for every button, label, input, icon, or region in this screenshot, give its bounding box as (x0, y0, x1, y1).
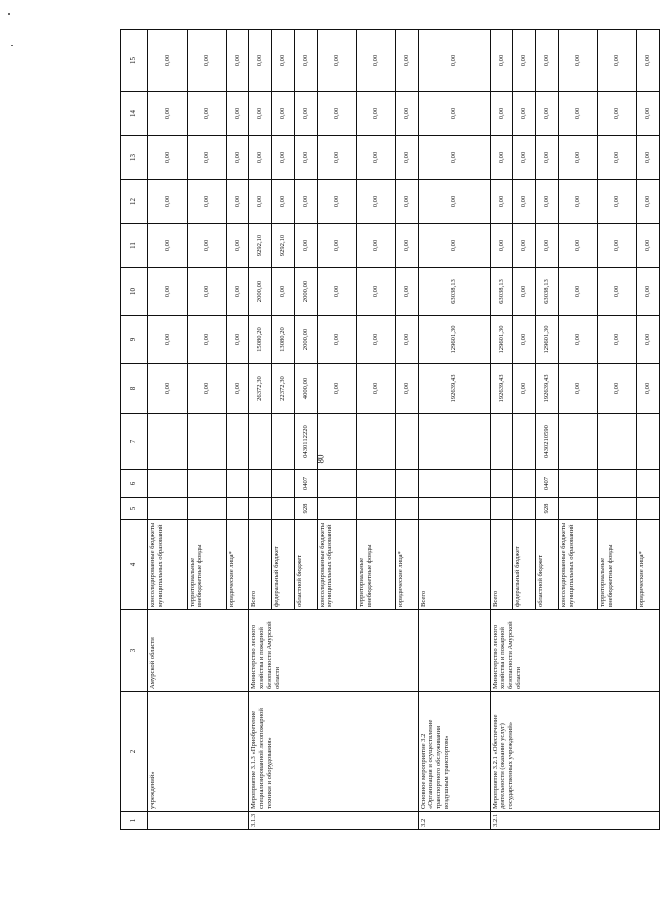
budget-table (120, 29, 660, 830)
table-row (148, 30, 187, 830)
amount-cell: 0,00 (558, 92, 597, 136)
section-code-cell (513, 470, 536, 498)
header-cell: 14 (121, 92, 148, 136)
row-number-cell: 3.1.3 (249, 812, 418, 830)
amount-cell: 0,00 (294, 30, 317, 92)
funding-source-cell: территориальные внебюджетные фонды (187, 520, 226, 610)
grbs-code-cell (558, 498, 597, 520)
amount-cell: 0,00 (395, 364, 418, 414)
row-number-cell (148, 812, 249, 830)
amount-cell: 0,00 (598, 224, 637, 268)
funding-source-cell: Всего (418, 520, 490, 610)
amount-cell: 0,00 (226, 136, 249, 180)
amount-cell: 0,00 (513, 224, 536, 268)
amount-cell: 0,00 (187, 224, 226, 268)
header-cell: 8 (121, 364, 148, 414)
amount-cell: 2000,00 (294, 316, 317, 364)
grbs-code-cell: 928 (536, 498, 559, 520)
row-number-cell: 3.2.1 (490, 812, 659, 830)
amount-cell: 0,00 (226, 180, 249, 224)
funding-source-cell: юридические лица* (637, 520, 660, 610)
amount-cell: 0,00 (395, 180, 418, 224)
amount-cell: 0,00 (513, 364, 536, 414)
amount-cell: 0,00 (187, 364, 226, 414)
table-row (490, 30, 513, 830)
header-row (121, 30, 148, 830)
amount-cell: 0,00 (272, 180, 295, 224)
funding-source-cell: федеральный бюджет (513, 520, 536, 610)
amount-cell: 0,00 (395, 268, 418, 316)
target-code-cell (226, 414, 249, 470)
amount-cell: 0,00 (536, 30, 559, 92)
amount-cell: 0,00 (637, 224, 660, 268)
header-cell: 11 (121, 224, 148, 268)
section-code-cell (490, 470, 513, 498)
amount-cell: 0,00 (637, 364, 660, 414)
amount-cell: 13080,20 (272, 316, 295, 364)
page-number: 80 (315, 454, 326, 464)
amount-cell: 0,00 (418, 224, 490, 268)
amount-cell: 0,00 (249, 136, 272, 180)
header-cell: 4 (121, 520, 148, 610)
section-code-cell (418, 470, 490, 498)
header-cell: 9 (121, 316, 148, 364)
funding-source-cell: юридические лица* (395, 520, 418, 610)
section-code-cell (187, 470, 226, 498)
amount-cell: 0,00 (317, 224, 356, 268)
target-code-cell: 0430210590 (536, 414, 559, 470)
grbs-code-cell (513, 498, 536, 520)
amount-cell: 0,00 (490, 30, 513, 92)
funding-source-cell: Всего (249, 520, 272, 610)
amount-cell: 4000,00 (294, 364, 317, 414)
section-code-cell (558, 470, 597, 498)
amount-cell: 0,00 (317, 316, 356, 364)
funding-source-cell: юридические лица* (226, 520, 249, 610)
amount-cell: 192639,43 (536, 364, 559, 414)
rotated-table-wrapper (120, 30, 660, 830)
header-cell: 3 (121, 610, 148, 692)
amount-cell: 0,00 (294, 92, 317, 136)
amount-cell: 0,00 (187, 30, 226, 92)
amount-cell: 0,00 (598, 180, 637, 224)
grbs-code-cell (272, 498, 295, 520)
amount-cell: 0,00 (418, 30, 490, 92)
amount-cell: 0,00 (187, 268, 226, 316)
section-code-cell (272, 470, 295, 498)
amount-cell: 0,00 (598, 136, 637, 180)
row-number-cell: 3.2 (418, 812, 490, 830)
amount-cell: 0,00 (226, 30, 249, 92)
target-code-cell: 0430112220 (294, 414, 317, 470)
amount-cell: 26372,30 (249, 364, 272, 414)
grbs-code-cell: 928 (294, 498, 317, 520)
target-code-cell (272, 414, 295, 470)
amount-cell: 192639,43 (490, 364, 513, 414)
amount-cell: 0,00 (536, 180, 559, 224)
table-row (418, 30, 490, 830)
amount-cell: 0,00 (490, 92, 513, 136)
table-body (148, 30, 660, 830)
amount-cell: 0,00 (637, 92, 660, 136)
amount-cell: 0,00 (356, 136, 395, 180)
target-code-cell (598, 414, 637, 470)
section-code-cell (637, 470, 660, 498)
amount-cell: 129601,30 (418, 316, 490, 364)
grbs-code-cell (148, 498, 187, 520)
amount-cell: 0,00 (272, 30, 295, 92)
section-code-cell (356, 470, 395, 498)
amount-cell: 2000,00 (249, 268, 272, 316)
target-code-cell (395, 414, 418, 470)
amount-cell: 0,00 (418, 92, 490, 136)
target-code-cell (558, 414, 597, 470)
amount-cell: 0,00 (490, 136, 513, 180)
executor-cell (418, 610, 490, 692)
amount-cell: 0,00 (598, 92, 637, 136)
target-code-cell (317, 414, 356, 470)
funding-source-cell: консолидированные бюджеты муниципальных образований (148, 520, 187, 610)
grbs-code-cell (490, 498, 513, 520)
amount-cell: 0,00 (249, 92, 272, 136)
amount-cell: 0,00 (226, 92, 249, 136)
grbs-code-cell (395, 498, 418, 520)
amount-cell: 9292,10 (249, 224, 272, 268)
amount-cell: 63038,13 (490, 268, 513, 316)
target-code-cell (418, 414, 490, 470)
amount-cell: 0,00 (513, 92, 536, 136)
amount-cell: 0,00 (558, 316, 597, 364)
amount-cell: 0,00 (187, 316, 226, 364)
executor-cell: Амурской области (148, 610, 249, 692)
amount-cell: 0,00 (395, 92, 418, 136)
event-name-cell: Основное мероприятие 3.2 «Организация и осуществление транспортного обслуживания воздушным транспортом» (418, 692, 490, 812)
amount-cell: 15080,20 (249, 316, 272, 364)
amount-cell: 0,00 (272, 268, 295, 316)
funding-source-cell: консолидированные бюджеты муниципальных образований (317, 520, 356, 610)
amount-cell: 0,00 (490, 180, 513, 224)
amount-cell: 192639,43 (418, 364, 490, 414)
amount-cell: 0,00 (637, 268, 660, 316)
amount-cell: 0,00 (226, 316, 249, 364)
amount-cell: 0,00 (294, 224, 317, 268)
header-cell: 15 (121, 30, 148, 92)
funding-source-cell: областной бюджет (536, 520, 559, 610)
section-code-cell (317, 470, 356, 498)
funding-source-cell: областной бюджет (294, 520, 317, 610)
amount-cell: 0,00 (356, 180, 395, 224)
header-cell: 13 (121, 136, 148, 180)
amount-cell: 0,00 (637, 30, 660, 92)
amount-cell: 0,00 (598, 30, 637, 92)
amount-cell: 0,00 (536, 136, 559, 180)
section-code-cell (148, 470, 187, 498)
amount-cell: 0,00 (598, 364, 637, 414)
amount-cell: 0,00 (513, 30, 536, 92)
amount-cell: 63038,13 (536, 268, 559, 316)
header-cell: 10 (121, 268, 148, 316)
amount-cell: 0,00 (187, 180, 226, 224)
amount-cell: 9292,10 (272, 224, 295, 268)
amount-cell: 0,00 (226, 268, 249, 316)
amount-cell: 0,00 (249, 180, 272, 224)
header-cell: 2 (121, 692, 148, 812)
amount-cell: 0,00 (558, 136, 597, 180)
grbs-code-cell (418, 498, 490, 520)
grbs-code-cell (187, 498, 226, 520)
amount-cell: 0,00 (513, 180, 536, 224)
amount-cell: 0,00 (294, 136, 317, 180)
target-code-cell (187, 414, 226, 470)
funding-source-cell: территориальные внебюджетные фонды (356, 520, 395, 610)
section-code-cell (598, 470, 637, 498)
amount-cell: 0,00 (558, 180, 597, 224)
amount-cell: 0,00 (272, 136, 295, 180)
amount-cell: 63038,13 (418, 268, 490, 316)
amount-cell: 0,00 (395, 136, 418, 180)
target-code-cell (490, 414, 513, 470)
table-row (249, 30, 272, 830)
amount-cell: 0,00 (148, 30, 187, 92)
scan-speck (11, 45, 13, 46)
event-name-cell: Мероприятие 3.1.3 «Приобретение специализированной лесопожарной техники и оборудования» (249, 692, 418, 812)
funding-source-cell: федеральный бюджет (272, 520, 295, 610)
target-code-cell (249, 414, 272, 470)
amount-cell: 0,00 (356, 316, 395, 364)
amount-cell: 0,00 (356, 92, 395, 136)
amount-cell: 0,00 (356, 224, 395, 268)
amount-cell: 0,00 (148, 268, 187, 316)
section-code-cell (249, 470, 272, 498)
amount-cell: 0,00 (513, 136, 536, 180)
amount-cell: 129601,30 (490, 316, 513, 364)
amount-cell: 0,00 (395, 30, 418, 92)
amount-cell: 0,00 (226, 364, 249, 414)
amount-cell: 0,00 (317, 92, 356, 136)
grbs-code-cell (317, 498, 356, 520)
amount-cell: 0,00 (598, 268, 637, 316)
amount-cell: 0,00 (418, 136, 490, 180)
event-name-cell: Мероприятие 3.2.1 «Обеспечение деятельности (оказание услуг) государственных учреждений» (490, 692, 659, 812)
header-cell: 12 (121, 180, 148, 224)
amount-cell: 0,00 (490, 224, 513, 268)
grbs-code-cell (249, 498, 272, 520)
amount-cell: 0,00 (272, 92, 295, 136)
amount-cell: 0,00 (148, 316, 187, 364)
amount-cell: 0,00 (637, 180, 660, 224)
amount-cell: 0,00 (558, 30, 597, 92)
amount-cell: 0,00 (637, 136, 660, 180)
section-code-cell (395, 470, 418, 498)
amount-cell: 0,00 (317, 136, 356, 180)
amount-cell: 0,00 (356, 268, 395, 316)
amount-cell: 0,00 (558, 364, 597, 414)
amount-cell: 0,00 (317, 30, 356, 92)
amount-cell: 0,00 (317, 364, 356, 414)
executor-cell: Министерство лесного хозяйства и пожарной безопасности Амурской области (490, 610, 659, 692)
amount-cell: 0,00 (148, 224, 187, 268)
target-code-cell (356, 414, 395, 470)
header-cell: 7 (121, 414, 148, 470)
header-cell: 6 (121, 470, 148, 498)
grbs-code-cell (356, 498, 395, 520)
amount-cell: 0,00 (187, 136, 226, 180)
amount-cell: 0,00 (558, 268, 597, 316)
grbs-code-cell (226, 498, 249, 520)
amount-cell: 0,00 (249, 30, 272, 92)
amount-cell: 0,00 (418, 180, 490, 224)
amount-cell: 0,00 (356, 30, 395, 92)
amount-cell: 0,00 (395, 224, 418, 268)
amount-cell: 0,00 (513, 268, 536, 316)
event-name-cell: учреждений» (148, 692, 249, 812)
executor-cell: Министерство лесного хозяйства и пожарной безопасности Амурской области (249, 610, 418, 692)
funding-source-cell: Всего (490, 520, 513, 610)
amount-cell: 22372,30 (272, 364, 295, 414)
amount-cell: 0,00 (187, 92, 226, 136)
amount-cell: 2000,00 (294, 268, 317, 316)
target-code-cell (637, 414, 660, 470)
section-code-cell (226, 470, 249, 498)
amount-cell: 0,00 (513, 316, 536, 364)
grbs-code-cell (598, 498, 637, 520)
section-code-cell: 0407 (294, 470, 317, 498)
target-code-cell (148, 414, 187, 470)
amount-cell: 0,00 (148, 136, 187, 180)
funding-source-cell: территориальные внебюджетные фонды (598, 520, 637, 610)
amount-cell: 0,00 (226, 224, 249, 268)
target-code-cell (513, 414, 536, 470)
amount-cell: 0,00 (317, 268, 356, 316)
amount-cell: 0,00 (317, 180, 356, 224)
amount-cell: 0,00 (395, 316, 418, 364)
header-cell: 1 (121, 812, 148, 830)
amount-cell: 0,00 (558, 224, 597, 268)
amount-cell: 0,00 (598, 316, 637, 364)
funding-source-cell: консолидированные бюджеты муниципальных образований (558, 520, 597, 610)
amount-cell: 0,00 (356, 364, 395, 414)
grbs-code-cell (637, 498, 660, 520)
amount-cell: 0,00 (148, 364, 187, 414)
amount-cell: 0,00 (536, 92, 559, 136)
amount-cell: 0,00 (536, 224, 559, 268)
amount-cell: 0,00 (148, 180, 187, 224)
header-cell: 5 (121, 498, 148, 520)
amount-cell: 0,00 (294, 180, 317, 224)
amount-cell: 0,00 (148, 92, 187, 136)
amount-cell: 129601,30 (536, 316, 559, 364)
amount-cell: 0,00 (637, 316, 660, 364)
scan-speck (8, 13, 10, 15)
section-code-cell: 0407 (536, 470, 559, 498)
